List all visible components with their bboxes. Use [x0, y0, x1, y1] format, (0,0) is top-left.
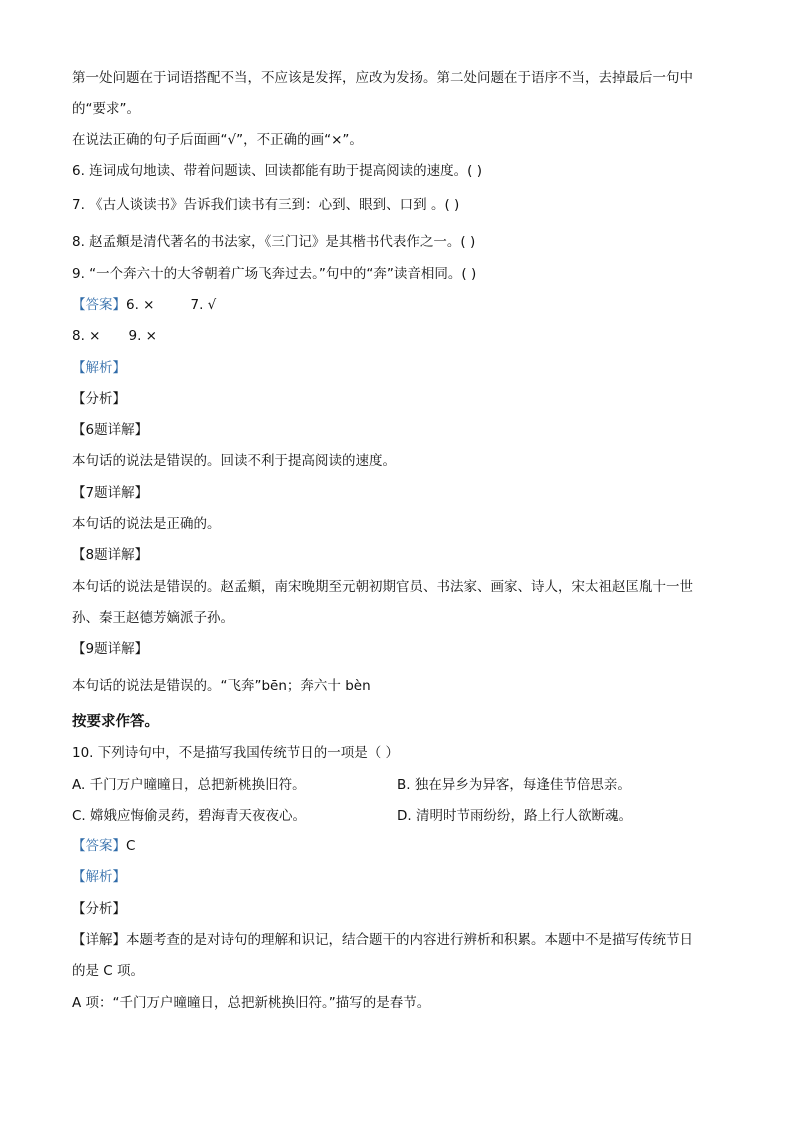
answer-8: 8. × — [72, 328, 101, 344]
paragraph-text: 第一处问题在于词语搭配不当，不应该是发挥，应改为发扬。第二处问题在于语序不当，去掉最后一句中 — [72, 70, 693, 86]
answer-9: 9. × — [128, 328, 157, 344]
answer-tag: 【答案】 — [72, 297, 126, 313]
detail-8-text-cont: 孙、秦王赵德芳嫡派子孙。 — [72, 610, 234, 626]
option-c: C. 嫦娥应悔偷灵药，碧海青天夜夜心。 — [72, 808, 307, 824]
question-7: 7. 《古人谈读书》告诉我们读书有三到：心到、眼到、口到 。( ) — [72, 197, 460, 213]
detail-text: 本题考查的是对诗句的理解和识记，结合题干的内容进行辨析和积累。本题中不是描写传统节日 — [126, 932, 693, 948]
answer-tag: 【答案】 — [72, 838, 126, 854]
detail-tag: 【详解】 — [72, 932, 126, 948]
question-9: 9. “一个奔六十的大爷朝着广场飞奔过去。”句中的“奔”读音相同。( ) — [72, 266, 477, 282]
detail-7-text: 本句话的说法是正确的。 — [72, 516, 221, 532]
detail-6-text: 本句话的说法是错误的。回读不利于提高阅读的速度。 — [72, 453, 396, 469]
question-6: 6. 连词成句地读、带着问题读、回读都能有助于提高阅读的速度。( ) — [72, 163, 482, 179]
detail-8-tag: 【8题详解】 — [72, 547, 149, 563]
fenxi-tag: 【分析】 — [72, 391, 126, 407]
fenxi-tag: 【分析】 — [72, 901, 126, 917]
option-a-explanation: A 项：“千门万户曈曈日，总把新桃换旧符。”描写的是春节。 — [72, 995, 431, 1011]
option-a: A. 千门万户曈曈日，总把新桃换旧符。 — [72, 777, 306, 793]
answer-row-1 — [72, 295, 216, 315]
section-heading: 按要求作答。 — [72, 714, 159, 730]
detail-9-tag: 【9题详解】 — [72, 641, 149, 657]
question-10: 10. 下列诗句中，不是描写我国传统节日的一项是（ ） — [72, 745, 400, 761]
analysis-tag: 【解析】 — [72, 360, 126, 376]
detail-row — [72, 930, 693, 950]
answer-10-row — [72, 836, 135, 856]
answer-10: C — [126, 838, 136, 854]
answer-7: 7. √ — [190, 297, 217, 313]
option-d: D. 清明时节雨纷纷，路上行人欲断魂。 — [397, 808, 632, 824]
analysis-tag: 【解析】 — [72, 869, 126, 885]
detail-7-tag: 【7题详解】 — [72, 485, 149, 501]
answer-row-2 — [72, 326, 157, 346]
detail-8-text: 本句话的说法是错误的。赵孟頫，南宋晚期至元朝初期官员、书法家、画家、诗人，宋太祖赵匡胤十一世 — [72, 579, 693, 595]
paragraph-text: 的“要求”。 — [72, 101, 140, 117]
answer-6: 6. × — [126, 297, 155, 313]
detail-6-tag: 【6题详解】 — [72, 422, 149, 438]
option-b: B. 独在异乡为异客，每逢佳节倍思亲。 — [397, 777, 631, 793]
detail-text-cont: 的是 C 项。 — [72, 963, 145, 979]
question-8: 8. 赵孟頫是清代著名的书法家，《三门记》是其楷书代表作之一。( ) — [72, 234, 476, 250]
instruction-text: 在说法正确的句子后面画“√”，不正确的画“×”。 — [72, 132, 363, 148]
detail-9-text: 本句话的说法是错误的。“飞奔”bēn；奔六十 bèn — [72, 678, 371, 694]
